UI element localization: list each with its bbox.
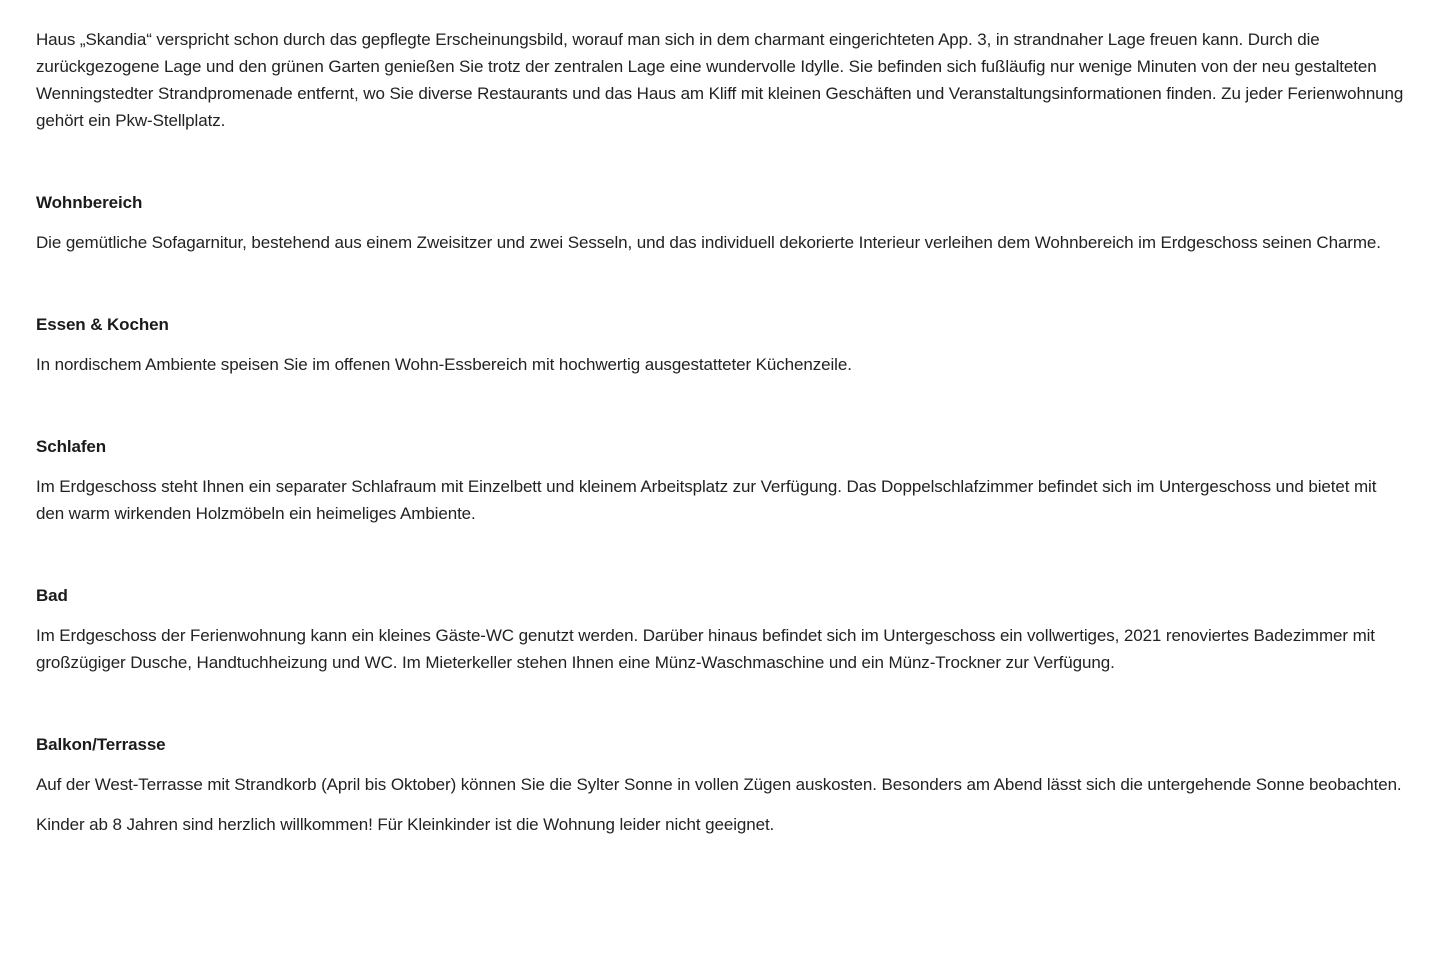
section-heading-balkon-terrasse: Balkon/Terrasse — [36, 735, 166, 754]
section-heading-wohnbereich: Wohnbereich — [36, 193, 143, 212]
section-heading-bad: Bad — [36, 586, 68, 605]
section-paragraph-bad: Im Erdgeschoss der Ferienwohnung kann ein kleines Gäste-WC genutzt werden. Darüber hinaus befindet sich im Untergeschoss ein vollwertiges, 2021 renoviertes Badezimmer mit großzügiger Dusche, Handtuchheizung und WC. Im Mieterkeller stehen Ihnen eine Münz-Waschmaschine und ein Münz-Trockner zur Verfügung. — [36, 626, 1375, 672]
section-paragraph-balkon-terrasse: Auf der West-Terrasse mit Strandkorb (April bis Oktober) können Sie die Sylter Sonne in vollen Zügen auskosten. Besonders am Abend lässt sich die untergehende Sonne beobachten. — [36, 775, 1402, 794]
section-paragraph-essen-kochen: In nordischem Ambiente speisen Sie im offenen Wohn-Essbereich mit hochwertig ausgestatteter Küchenzeile. — [36, 355, 852, 374]
section-paragraph-kinder-hinweis: Kinder ab 8 Jahren sind herzlich willkommen! Für Kleinkinder ist die Wohnung leider nicht geeignet. — [36, 815, 775, 834]
section-heading-schlafen: Schlafen — [36, 437, 107, 456]
section-paragraph-schlafen: Im Erdgeschoss steht Ihnen ein separater Schlafraum mit Einzelbett und kleinem Arbeitsplatz zur Verfügung. Das Doppelschlafzimmer befindet sich im Untergeschoss und bietet mit den warm wirkenden Holzmöbeln ein heimeliges Ambiente. — [36, 477, 1377, 523]
intro-paragraph: Haus „Skandia“ verspricht schon durch das gepflegte Erscheinungsbild, worauf man sich in dem charmant eingerichteten App. 3, in strandnaher Lage freuen kann. Durch die zurückgezogene Lage und den grünen Garten genießen Sie trotz der zentralen Lage eine wundervolle Idylle. Sie befinden sich fußläufig nur wenige Minuten von der neu gestalteten Wenningstedter Strandpromenade entfernt, wo Sie diverse Restaurants und das Haus am Kliff mit kleinen Geschäften und Veranstaltungsinformationen finden. Zu jeder Ferienwohnung gehört ein Pkw-Stellplatz. — [36, 30, 1404, 130]
section-heading-essen-kochen: Essen & Kochen — [36, 315, 169, 334]
section-paragraph-wohnbereich: Die gemütliche Sofagarnitur, bestehend aus einem Zweisitzer und zwei Sesseln, und das individuell dekorierte Interieur verleihen dem Wohnbereich im Erdgeschoss seinen Charme. — [36, 233, 1381, 252]
